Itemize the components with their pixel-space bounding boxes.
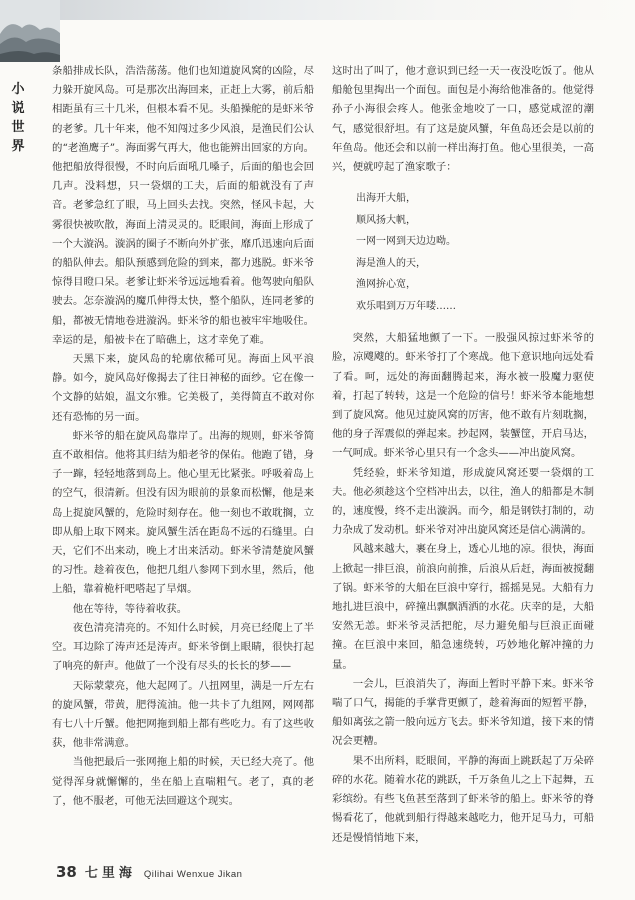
magazine-pinyin: Qilihai Wenxue Jikan (143, 869, 243, 880)
paragraph: 天黑下来，旋风岛的轮廓依稀可见。海面上风平浪静。如今，旋风岛好像揭去了往日神秘的面纱。它在像一个文静的姑娘，温文尔雅。它美极了，美得简直不敢对你还有恐怖的另一面。 (52, 353, 314, 423)
paragraph: 夜色清亮清亮的。不知什么时候，月亮已经爬上了半空。耳边除了涛声还是涛声。虾米爷倒上眼睛，很快打起了响亮的鼾声。他做了一个没有尽头的长长的梦—— (52, 621, 314, 673)
page-footer (56, 862, 242, 881)
paragraph: 虾米爷的船在旋风岛靠岸了。出海的规则，虾米爷简直不敢相信。他将其归结为船老爷的保佑。他跑了错，身子一蹿，轻轻地落到岛上。他心里无比紧张。呼吸着岛上的空气，很清新。但没有因为眼前的景象而松懈，他是来岛上捉旋风蟹的，危险时刻存在。他一刻也不敢耽搁，立即从船上取下网来。旋风蟹生活在距岛不远的石缝里。白天，它们不出来动，晚上才出来活动。虾米爷清楚旋风蟹的习性。趁着夜色，他把几组八参网下到水里，然后，他上船，靠着桅杆吧嗒起了旱烟。 (52, 429, 314, 596)
page-number: 38 (56, 863, 77, 881)
header-gradient-bar (0, 0, 635, 20)
paragraph: 当他把最后一张网拖上船的时候，天已经大亮了。他觉得浑身就懈懈的，坐在船上直喘粗气。老了，真的老了，他不服老，可他无法回避这个现实。 (52, 756, 314, 807)
fisherman-song-poem (332, 188, 594, 317)
poem-line: 渔网拚心宽， (356, 279, 416, 291)
article-left-column (52, 62, 314, 811)
section-title: 小说世界 (11, 82, 25, 154)
paragraph: 突然，大船猛地颤了一下。一股强风掠过虾米爷的脸，凉飕飕的。虾米爷打了个寒战。他下意识地向远处看了看。呵，远处的海面翻腾起来，海水被一股魔力驱使着，打起了转转，这是一个危险的信号！虾米爷本能地想到了旋风窝。他见过旋风窝的厉害，他不敢有片刻耽搁，他的身子浑震似的弹起来。抄起网，装蟹筐，开启马达，一气呵成。虾米爷心里只有一个念头——冲出旋风窝。 (332, 332, 594, 460)
paragraph: 条船排成长队，浩浩荡荡。他们也知道旋风窝的凶险，尽力躲开旋风岛。可是那次出海回来，正赶上大雾，前后船相距虽有三十几米，但根本看不见。头船操舵的是虾米爷的老爹。几十年来，他不知闯过多少风浪，是渔民们公认的“老渔鹰子”。海面雾气再大，他也能辨出回家的方向。他把船放得很慢，不时向后面吼几嗓子，后面的船也会回几声。没料想，只一袋烟的工夫，后面的船就没有了声音。老爹急红了眼，马上回头去找。突然，怪风卡起，大雾很快被吹散，海面上清灵灵的。眨眼间，海面上形成了一个大漩涡。漩涡的圈子不断向外扩张，靡爪迅速向后面的船队伸去。船队预感到危险的到来，都力逃脱。虾米爷惊得目瞪口呆。老爹让虾米爷远远地看着。他驾驶向船队驶去。怎奈漩涡的魔爪伸得太快，整个船队，连同老爹的船，都被无情地卷进漩涡。虾米爷的船也被牢牢地吸住。幸运的是，船被卡在了暗礁上，这才幸免了难。 (52, 65, 314, 346)
paragraph: 凭经验，虾米爷知道，形成旋风窝还要一袋烟的工夫。他必须趁这个空档冲出去，以往，渔人的船都是木制的，速度慢，终不走出漩涡。而今，船是钢铁打制的，动力杂成了发动机。虾米爷对冲出旋风窝还是信心满满的。 (332, 466, 594, 537)
article-right-column (332, 62, 594, 848)
paragraph: 果不出所料，眨眼间，平静的海面上跳跃起了万朵碎碎的水花。随着水花的跳跃，千万条鱼儿之上下起舞，五彩缤纷。有些飞鱼甚至落到了虾米爷的船上。虾米爷的脊惕看花了，他就到船行得越来越吃力，他开足马力，可船还是慢悄悄地下来， (332, 754, 594, 844)
poem-line: 一网一网到天边边呦。 (356, 236, 456, 248)
paragraph: 一会儿，巨浪消失了，海面上暂时平静下来。虾米爷喘了口气，揭能的手掌背更颤了，趁着海面的短暂平静，船如离弦之箭一般向远方飞去。虾米爷知道，接下来的情况会更糟。 (332, 677, 594, 748)
paragraph: 这时出了叫了，他才意识到已经一天一夜没吃饭了。他从船舱包里掏出一个面包。面包是小海给他准备的。他觉得孙子小海很会疼人。他张金地咬了一口，感觉咸涩的潮气，感觉很舒坦。有了这是旋风蟹，年鱼岛还会是以前的年鱼岛。他还会和以前一样出海打鱼。他心里很美，一高兴，便就哼起了渔家歌子： (332, 65, 594, 174)
poem-line: 海是渔人的天， (356, 257, 426, 269)
landscape-ink-illustration (0, 0, 60, 62)
poem-line: 顺风扬大帆， (356, 214, 416, 226)
right-column-bottom-text (332, 329, 594, 847)
paragraph: 风越来越大，裹在身上，透心儿地的凉。很快，海面上掀起一排巨浪，前浪向前推，后浪从后赶，海面被搅翻了锅。虾米爷的大船在巨浪中穿行，摇摇晃晃。大船有力地扎进巨浪中，碎撞出飘飘洒洒的水花。庆幸的是，大船安然无恙。虾米爷灵活把舵，尽力避免船与巨浪正面碰撞。在巨浪中来回，船急速绕转，巧妙地化解冲撞的力量。 (332, 543, 594, 671)
poem-line: 欢乐唱到万万年喽…… (356, 300, 456, 312)
magazine-name: 七里海 (84, 866, 136, 881)
right-column-top-text (332, 62, 594, 177)
poem-line: 出海开大船， (356, 193, 416, 205)
paragraph: 天际蒙蒙亮，他大起网了。八扭网里，满是一斤左右的旋风蟹，带黄，肥得流油。他一共卡了九组网，网网都有七八十斤蟹。他把网拖到船上都有些吃力。有了这些收获，他非常满意。 (52, 679, 314, 750)
paragraph: 他在等待，等待着收获。 (72, 602, 188, 615)
